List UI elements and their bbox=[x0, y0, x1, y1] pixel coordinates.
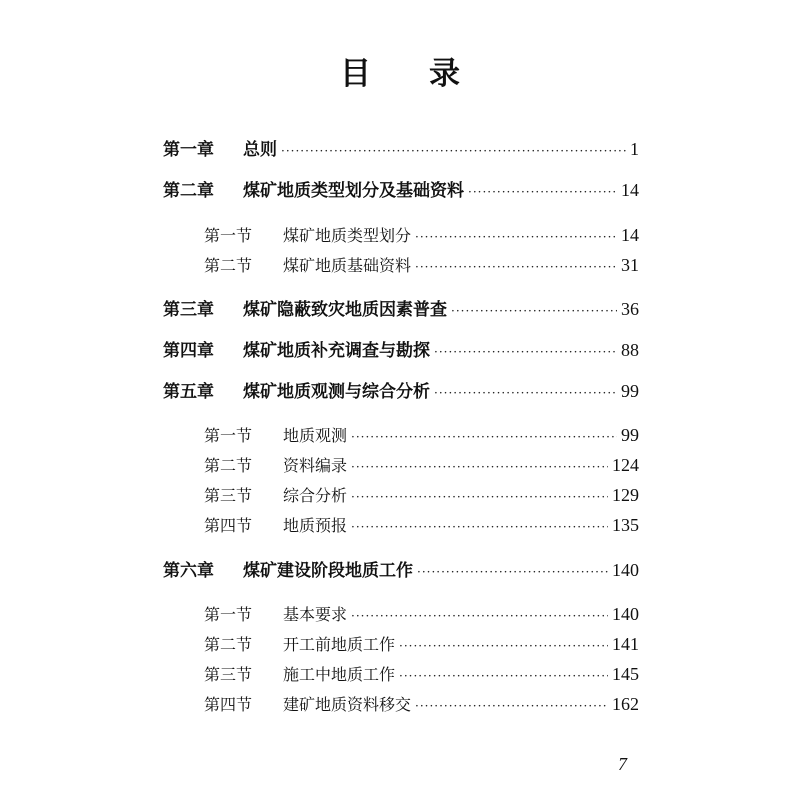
toc-entry-section-6-2 bbox=[204, 632, 639, 658]
toc-entry-title: 开工前地质工作 bbox=[283, 635, 396, 654]
toc-dot-leader bbox=[415, 225, 617, 249]
toc-entry-page: 14 bbox=[621, 225, 639, 245]
toc-entry-title: 地质预报 bbox=[283, 516, 348, 535]
toc-entry-chapter-6 bbox=[163, 558, 639, 584]
toc-entry-page: 141 bbox=[612, 634, 639, 654]
toc-entry-page: 36 bbox=[621, 299, 639, 319]
toc-entry-section-5-1 bbox=[204, 423, 639, 449]
toc-entry-page: 140 bbox=[612, 560, 639, 580]
toc-entry-section-6-3 bbox=[204, 662, 639, 688]
toc-entry-label: 第二节 bbox=[204, 456, 253, 475]
toc-entry-section-2-2 bbox=[204, 253, 639, 279]
toc-entry-label: 第四节 bbox=[204, 695, 253, 714]
toc-entry-label: 第三节 bbox=[204, 486, 253, 505]
toc-entry-page: 124 bbox=[612, 455, 639, 475]
toc-entry-page: 1 bbox=[630, 139, 639, 159]
toc-entry-title: 建矿地质资料移交 bbox=[283, 695, 412, 714]
toc-entry-page: 129 bbox=[612, 485, 639, 505]
toc-entry-chapter-1 bbox=[163, 137, 639, 163]
toc-entry-page: 88 bbox=[621, 340, 639, 360]
toc-entry-title: 煤矿地质类型划分及基础资料 bbox=[243, 181, 464, 201]
toc-entry-chapter-4 bbox=[163, 338, 639, 364]
toc-entry-section-6-1 bbox=[204, 602, 639, 628]
toc-entry-chapter-3 bbox=[163, 297, 639, 323]
toc-entry-title: 煤矿建设阶段地质工作 bbox=[243, 561, 413, 581]
toc-dot-leader bbox=[468, 180, 617, 204]
toc-entry-section-5-4 bbox=[204, 513, 639, 539]
toc-dot-leader bbox=[434, 340, 617, 364]
page-title-char-1: 目 bbox=[340, 56, 371, 92]
toc-dot-leader bbox=[415, 694, 608, 718]
toc-entry-page: 162 bbox=[612, 694, 639, 714]
toc-entry-title: 煤矿地质观测与综合分析 bbox=[243, 382, 430, 402]
toc-entry-title: 煤矿地质补充调查与勘探 bbox=[243, 341, 430, 361]
toc-entry-label: 第四节 bbox=[204, 516, 253, 535]
toc-dot-leader bbox=[351, 425, 617, 449]
toc-entry-label: 第一节 bbox=[204, 426, 253, 445]
toc-dot-leader bbox=[351, 455, 608, 479]
toc-entry-section-5-3 bbox=[204, 483, 639, 509]
page-number: 7 bbox=[618, 754, 627, 774]
toc-dot-leader bbox=[434, 381, 617, 405]
toc-entry-page: 99 bbox=[621, 381, 639, 401]
toc-dot-leader bbox=[417, 560, 608, 584]
toc-entry-label: 第三节 bbox=[204, 665, 253, 684]
toc-entry-title: 煤矿地质基础资料 bbox=[283, 256, 412, 275]
toc-dot-leader bbox=[351, 604, 608, 628]
toc-entry-title: 地质观测 bbox=[283, 426, 348, 445]
toc-entry-label: 第二章 bbox=[163, 181, 214, 201]
toc-entry-page: 99 bbox=[621, 425, 639, 445]
toc-entry-title: 煤矿地质类型划分 bbox=[283, 226, 412, 245]
toc-entry-label: 第三章 bbox=[163, 300, 214, 320]
toc-entry-title: 资料编录 bbox=[283, 456, 348, 475]
toc-entry-section-5-2 bbox=[204, 453, 639, 479]
toc-dot-leader bbox=[399, 664, 608, 688]
toc-entry-title: 总则 bbox=[243, 140, 277, 160]
toc-entry-page: 31 bbox=[621, 255, 639, 275]
toc-entry-label: 第二节 bbox=[204, 635, 253, 654]
toc-dot-leader bbox=[415, 255, 617, 279]
toc-entry-page: 14 bbox=[621, 180, 639, 200]
toc-entry-label: 第二节 bbox=[204, 256, 253, 275]
page-title-char-2: 录 bbox=[429, 56, 460, 92]
toc-dot-leader bbox=[281, 139, 626, 163]
toc-entry-label: 第一章 bbox=[163, 140, 214, 160]
toc-entry-section-6-4 bbox=[204, 692, 639, 718]
toc-dot-leader bbox=[351, 515, 608, 539]
toc-entry-title: 综合分析 bbox=[283, 486, 348, 505]
toc-entry-page: 135 bbox=[612, 515, 639, 535]
toc-entry-section-2-1 bbox=[204, 223, 639, 249]
toc-entry-title: 基本要求 bbox=[283, 605, 348, 624]
toc-entry-chapter-5 bbox=[163, 379, 639, 405]
toc-entry-label: 第六章 bbox=[163, 561, 214, 581]
toc-entry-page: 145 bbox=[612, 664, 639, 684]
toc-dot-leader bbox=[399, 634, 608, 658]
toc-entry-title: 施工中地质工作 bbox=[283, 665, 396, 684]
toc-entry-label: 第一节 bbox=[204, 605, 253, 624]
toc-entry-title: 煤矿隐蔽致灾地质因素普查 bbox=[243, 300, 447, 320]
toc-dot-leader bbox=[451, 299, 617, 323]
toc-entry-page: 140 bbox=[612, 604, 639, 624]
toc-entry-label: 第一节 bbox=[204, 226, 253, 245]
toc-dot-leader bbox=[351, 485, 608, 509]
toc-entry-label: 第五章 bbox=[163, 382, 214, 402]
toc-entry-label: 第四章 bbox=[163, 341, 214, 361]
toc-entry-chapter-2 bbox=[163, 178, 639, 204]
